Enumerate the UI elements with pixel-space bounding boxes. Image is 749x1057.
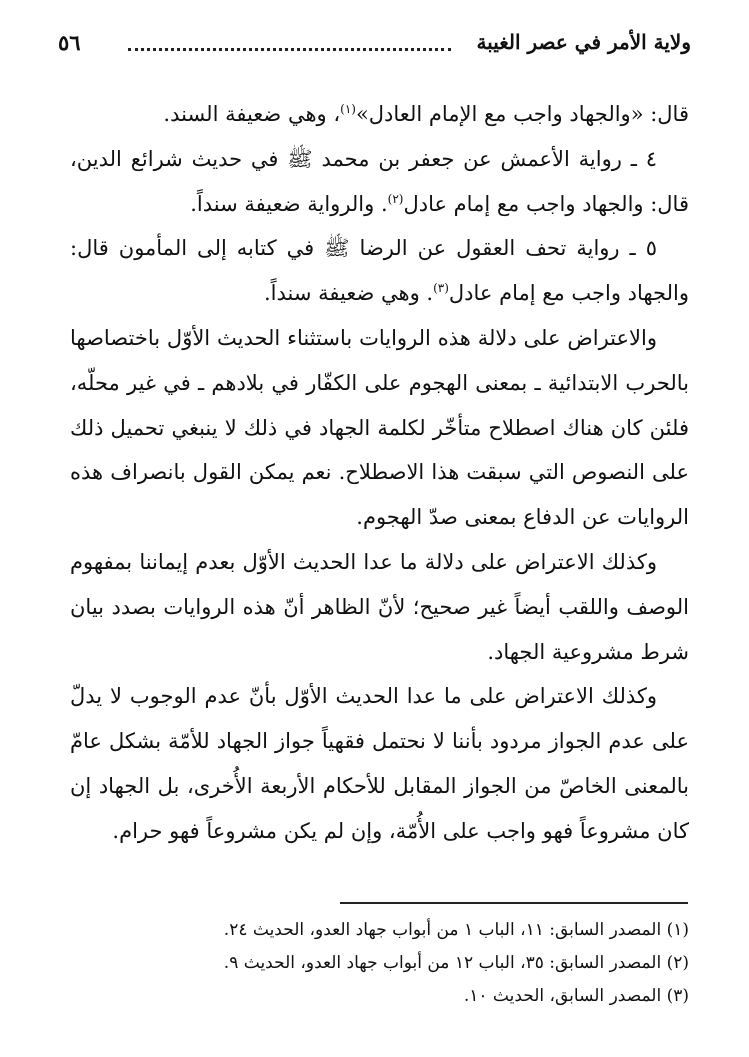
footnote-separator: [340, 902, 688, 904]
footnote-ref-1: (١): [340, 102, 356, 116]
paragraph-objection-1: والاعتراض على دلالة هذه الروايات باستثناء الحديث الأوّل باختصاصها بالحرب الابتدائية ـ بمعنى الهجوم على الكفّار في بلادهم ـ في غير محلّه، فلئن كان هناك اصطلاح متأخّر لكلمة الجهاد في ذلك لا ينبغي تحميل ذلك على النصوص التي سبقت هذا الاصطلاح. نعم يمكن القول بانصراف هذه الروايات عن الدفاع بمعنى صدّ الهجوم.: [70, 325, 689, 530]
paragraph-narration-4: ٤ ـ رواية الأعمش عن جعفر بن محمد ﷺ في حديث شرائع الدين، قال: والجهاد واجب مع إمام عادل$^{(٢)}$. والرواية ضعيفة سنداً.: [70, 146, 689, 216]
chapter-title: ولاية الأمر في عصر الغيبة: [476, 30, 691, 54]
footnotes: [70, 914, 689, 1013]
running-header: [58, 30, 691, 70]
footnote-3: (٣) المصدر السابق، الحديث ١٠.: [463, 986, 689, 1006]
page-number: ٥٦: [58, 30, 81, 55]
paragraph-narration-5: ٥ ـ رواية تحف العقول عن الرضا ﷺ في كتابه إلى المأمون قال: والجهاد واجب مع إمام عادل$^{(٣)}$. وهي ضعيفة سنداً.: [70, 236, 689, 306]
footnote-ref-2: (٢): [387, 191, 404, 206]
paragraph-objection-2: وكذلك الاعتراض على دلالة ما عدا الحديث الأوّل بعدم إيماننا بمفهوم الوصف واللقب أيضاً غير صحيح؛ لأنّ الظاهر أنّ هذه الروايات بصدد بيان شرط مشروعية الجهاد.: [70, 549, 689, 664]
main-text: [70, 92, 689, 854]
paragraph-objection-3: وكذلك الاعتراض على ما عدا الحديث الأوّل بأنّ عدم الوجوب لا يدلّ على عدم الجواز مردود بأننا لا نحتمل فقهياً جواز الجهاد للأمّة بشكل عامّ بالمعنى الخاصّ من الجواز المقابل للأحكام الأربعة الأُخرى، بل الجهاد إن كان مشروعاً فهو واجب على الأُمّة، وإن لم يكن مشروعاً فهو حرام.: [70, 684, 689, 843]
paragraph-quote: قال: «والجهاد واجب مع الإمام العادل»$^{(١)}$، وهي ضعيفة السند.: [163, 102, 689, 126]
header-dot-leader: [128, 42, 451, 51]
footnote-ref-3: (٣): [433, 281, 449, 296]
footnote-1: (١) المصدر السابق: ١١، الباب ١ من أبواب جهاد العدو، الحديث ٢٤.: [223, 920, 689, 940]
footnote-2: (٢) المصدر السابق: ٣٥، الباب ١٢ من أبواب جهاد العدو، الحديث ٩.: [223, 953, 689, 973]
